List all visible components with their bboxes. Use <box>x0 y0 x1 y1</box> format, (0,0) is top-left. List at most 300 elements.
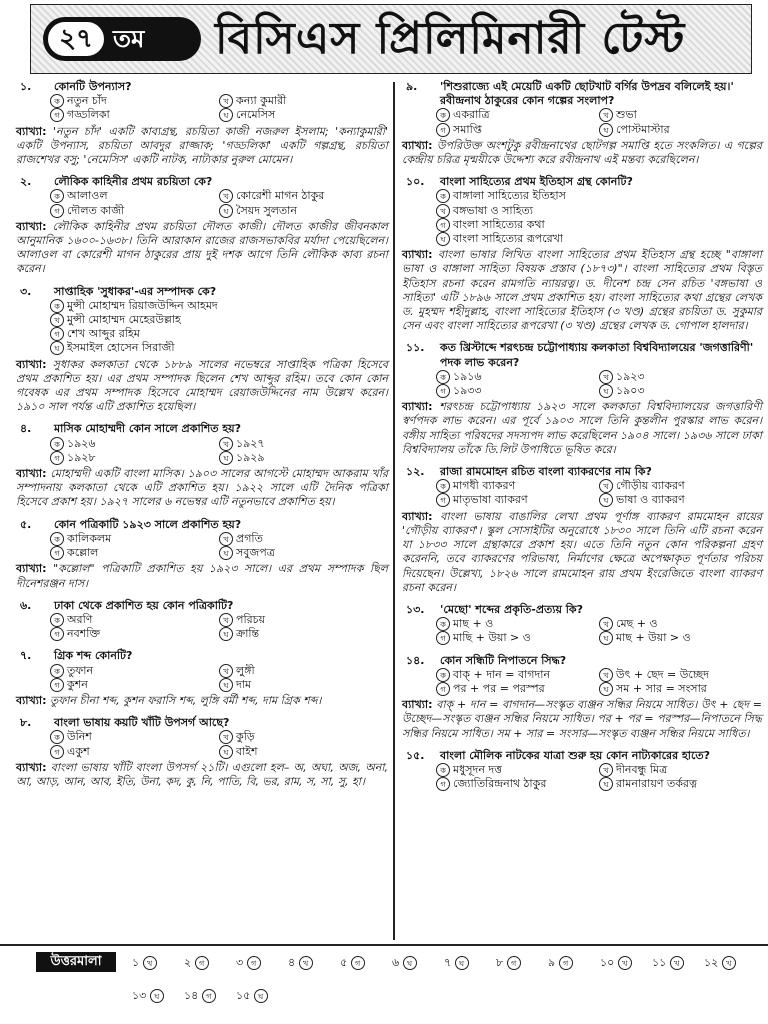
option-text: পর + পর = পরস্পর <box>453 681 545 695</box>
answer-choice: গ <box>351 956 365 970</box>
question-text: বাংলা ভাষায় কয়টি খাঁটি উপসর্গ আছে? <box>54 716 230 730</box>
answer-key-label: উত্তরমালা <box>36 952 116 972</box>
option-label-circle: গ <box>436 384 450 398</box>
answer-choice: গ <box>559 956 573 970</box>
option-text: শুভা <box>616 108 637 122</box>
option-item <box>599 668 762 682</box>
explanation-text: উপরিউক্ত অংশটুকু রবীন্দ্রনাথের ছোটগল্প সমাপ্তি হতে সংকলিত। এ গল্পের কেন্দ্রীয় চরিত্র মৃন্ময়ীকে উদ্দেশ্য করে রবীন্দ্রনাথ এই মন্তব্য করেছিলেন। <box>402 138 763 167</box>
question-stem <box>402 603 762 617</box>
option-text: মাতৃভাষা ব্যাকরণ <box>453 493 528 507</box>
explanation <box>402 139 762 167</box>
right-column <box>402 80 762 799</box>
option-label-circle: ক <box>436 370 450 384</box>
option-label-circle: ক <box>436 108 450 122</box>
explanation-label: ব্যাখ্যা: <box>16 357 47 371</box>
option-label-circle: ঘ <box>219 451 233 465</box>
question-block <box>16 649 388 708</box>
option-text: মাছ + ও <box>453 617 494 631</box>
option-text: রামনারায়ণ তর্করত্ন <box>616 777 698 791</box>
header-banner <box>30 4 752 74</box>
question-text: বাংলা সাহিত্যের প্রথম ইতিহাস গ্রন্থ কোনটি? <box>440 175 633 189</box>
answer-choice: গ <box>202 989 216 1003</box>
option-text: কুশন <box>67 677 88 691</box>
answer-choice: গ <box>507 956 521 970</box>
question-number: ১. <box>20 80 32 93</box>
option-text: প্রগতি <box>236 531 263 545</box>
answer-number: ৯ <box>548 956 556 969</box>
option-label-circle: ঘ <box>219 627 233 641</box>
option-item <box>50 189 219 203</box>
question-block <box>402 341 762 457</box>
option-text: সমাপ্তি <box>453 122 482 136</box>
option-text: ইসমাইল হোসেন সিরাজী <box>67 341 175 355</box>
option-item <box>50 532 219 546</box>
explanation <box>16 220 388 277</box>
question-block <box>402 749 762 792</box>
option-text: ক্রান্তি <box>236 627 260 641</box>
option-label-circle: গ <box>50 546 64 560</box>
option-text: উৎ + ছেদ = উচ্ছেদ <box>616 667 709 681</box>
question-number: ৬. <box>20 598 32 612</box>
exam-number: ২৭ <box>46 20 106 58</box>
option-item <box>436 218 762 232</box>
question-block <box>402 175 762 333</box>
option-item <box>599 682 762 696</box>
explanation <box>402 400 762 457</box>
option-text: সৈয়দ সুলতান <box>236 203 297 217</box>
answer-choice: গ <box>247 956 261 970</box>
answer-item <box>184 954 236 973</box>
option-label-circle: ঘ <box>219 546 233 560</box>
option-item <box>50 204 219 218</box>
question-text: মাসিক মোহাম্মদী কোন সালে প্রকাশিত হয়? <box>54 422 242 436</box>
option-label-circle: গ <box>50 678 64 692</box>
question-text: সাপ্তাহিক 'সুধাকর'-এর সম্পাদক কে? <box>54 284 217 298</box>
option-text: ভাষা ও ব্যাকরণ <box>616 493 685 507</box>
option-item <box>219 532 388 546</box>
option-text: বাক্ + দান = বাগদান <box>453 667 551 681</box>
option-label-circle: ঘ <box>219 678 233 692</box>
exam-number-badge <box>43 17 201 61</box>
option-item <box>219 613 388 627</box>
option-item <box>50 627 219 641</box>
option-text: একুশ <box>67 744 90 758</box>
option-item <box>50 327 388 341</box>
option-text: বাংলা সাহিত্যের কথা <box>453 217 545 231</box>
answer-choice: ঘ <box>403 956 417 970</box>
options-grid <box>16 437 388 465</box>
option-label-circle: ঘ <box>219 108 233 122</box>
option-item <box>50 664 219 678</box>
option-item <box>50 730 219 744</box>
footer-divider <box>0 944 768 946</box>
option-text: গৌড়ীয় ব্যাকরণ <box>616 479 685 493</box>
question-text: 'শিশুরাজ্যে এই মেয়েটি একটি ছোটখাট বর্গির উপদ্রব বলিলেই হয়।' রবীন্দ্রনাথ ঠাকুরের কোন গল্পের সংলাপ? <box>440 80 734 108</box>
question-stem <box>402 465 762 479</box>
explanation-text: শরৎচন্দ্র চট্টোপাধ্যায় ১৯২৩ সালে কলকাতা বিশ্ববিদ্যালয়ের জগত্তারিণী স্বর্ণপদক লাভ করেন। এর পূর্বে ১৯০৩ সালে তিনি কুন্তলীন পুরস্কার লাভ করেন। বঙ্গীয় সাহিত্য পরিষদের সদস্যপদ লাভ করেছিলেন ১৯০৪ সালে। ১৯৩৬ সালে ঢাকা বিশ্ববিদ্যালয় তাঁকে ডি.লিট উপাধিতে ভূষিত করে। <box>402 400 762 456</box>
question-text: লৌকিক কাহিনীর প্রথম রচয়িতা কে? <box>54 175 213 189</box>
option-label-circle: ক <box>436 479 450 493</box>
option-label-circle: গ <box>50 204 64 218</box>
answer-number: ৮ <box>496 956 504 969</box>
answer-number: ৫ <box>340 956 348 969</box>
explanation-text: মোহাম্মদী একটি বাংলা মাসিক। ১৯০৩ সালের আগস্টে মোহাম্মদ আকরাম খাঁর সম্পাদনায় কলকাতা থেকে এটি প্রকাশিত হয়। ১৯২২ সালে এটি দৈনিক পত্রিকা হিসেবে প্রকাশ হয়। ১৯২৭ সালের ৬ নভেম্বর এটি নতুনভাবে প্রকাশিত হয়। <box>16 467 389 509</box>
question-stem <box>402 80 762 108</box>
answer-number: ১৪ <box>184 989 199 1002</box>
option-text: বাংলা সাহিত্যের রূপরেখা <box>453 232 564 246</box>
question-block <box>16 422 388 509</box>
options-grid <box>402 189 762 246</box>
option-text: বাঙ্গালা সাহিত্যের ইতিহাস <box>453 189 566 203</box>
option-item <box>436 123 599 137</box>
explanation <box>16 562 388 590</box>
option-label-circle: ক <box>50 613 64 627</box>
explanation-label: ব্যাখ্যা: <box>402 698 433 712</box>
option-item <box>599 617 762 631</box>
options-grid <box>16 299 388 356</box>
question-block <box>402 80 762 167</box>
option-text: পরিচয় <box>236 612 266 626</box>
exam-number-suffix: তম <box>113 25 145 53</box>
answer-number: ৪ <box>288 956 296 969</box>
explanation-text: তুফান চীনা শব্দ, কুশন ফরাসি শব্দ, লুঙ্গি বর্মী শব্দ, দাম গ্রিক শব্দ। <box>50 693 322 707</box>
option-label-circle: ক <box>436 189 450 203</box>
options-grid <box>402 479 762 507</box>
explanation-text: "কল্লোল" পত্রিকাটি প্রকাশিত হয় ১৯২৩ সালে। এর প্রথম সম্পাদক ছিল দীনেশরঞ্জন দাস। <box>16 562 388 590</box>
question-number: ১২. <box>406 465 425 479</box>
explanation <box>16 694 388 708</box>
question-number: ১৫. <box>406 748 425 762</box>
option-item <box>599 370 762 384</box>
option-text: সম + সার = সংসার <box>616 681 707 695</box>
option-label-circle: গ <box>50 108 64 122</box>
question-block <box>402 603 762 646</box>
option-item <box>219 437 388 451</box>
option-text: কোরেশী মাগন ঠাকুর <box>236 189 325 203</box>
option-label-circle: খ <box>599 108 613 122</box>
question-stem <box>402 341 762 369</box>
explanation <box>16 125 388 168</box>
option-item <box>599 479 762 493</box>
question-stem <box>402 175 762 189</box>
option-label-circle: ঘ <box>599 682 613 696</box>
question-text: রাজা রামমোহন রচিত বাংলা ব্যাকরণের নাম কি? <box>440 465 652 479</box>
option-label-circle: ঘ <box>599 384 613 398</box>
option-text: আলাওল <box>67 189 108 203</box>
explanation <box>402 510 762 595</box>
option-item <box>436 777 599 791</box>
option-text: জ্যোতিরিন্দ্রনাথ ঠাকুর <box>453 777 547 791</box>
option-item <box>50 94 219 108</box>
explanation-label: ব্যাখ্যা: <box>402 400 433 414</box>
answer-item <box>132 954 184 973</box>
option-item <box>50 108 219 122</box>
option-text: ১৯২৬ <box>67 436 96 450</box>
question-text: কোন সন্ধিটি নিপাতনে সিদ্ধ? <box>440 653 567 667</box>
answer-item <box>652 954 704 973</box>
option-item <box>436 370 599 384</box>
option-label-circle: ঘ <box>599 123 613 137</box>
option-label-circle: ঘ <box>436 232 450 246</box>
question-number: ৮. <box>20 716 32 730</box>
question-stem <box>402 749 762 763</box>
question-block <box>16 518 388 591</box>
question-stem <box>402 654 762 668</box>
explanation-label: ব্যাখ্যা: <box>402 138 433 152</box>
option-label-circle: খ <box>599 370 613 384</box>
explanation-text: সুধাকর কলকাতা থেকে ১৮৮৯ সালের নভেম্বরে সাপ্তাহিক পত্রিকা হিসেবে প্রথম প্রকাশিত হয়। এর প্রথম সম্পাদক ছিলেন শেখ আব্দুর রহিম। তবে কোন কোন গবেষক এর প্রথম সম্পাদক হিসেবে মোহাম্মদ রেয়াজউদ্দিনের নাম উল্লেখ করেন। ১৯১০ সাল পর্যন্ত এটি প্রকাশিত হয়েছিল। <box>16 357 388 414</box>
option-item <box>50 313 388 327</box>
explanation <box>402 698 762 741</box>
options-grid <box>16 189 388 217</box>
question-block <box>16 175 388 276</box>
option-text: মাছি + উয়া > ও <box>453 631 531 645</box>
option-label-circle: খ <box>599 617 613 631</box>
question-text: গ্রিক শব্দ কোনটি? <box>54 649 133 663</box>
option-item <box>436 384 599 398</box>
answer-item <box>184 987 236 1006</box>
option-item <box>219 94 388 108</box>
question-stem <box>16 518 388 532</box>
option-item <box>50 341 388 355</box>
question-number: ৪. <box>20 422 32 436</box>
explanation-text: বাংলা ভাষায় বাঙালির লেখা প্রথম পূর্ণাঙ্গ ব্যাকরণ রামমোহন রায়ের 'গৌড়ীয় ব্যাকরণ'। স্কুল সোসাইটির অনুরোধে ১৮৩০ সালে তিনি এটি রচনা করেন যা ১৮৩৩ সালে গ্রন্থাকারে প্রকাশ হয়। এতে তিনি নতুন কোন পরিকল্পনা গ্রহণ করেননি, তবে ব্যাকরণের পরিভাষা, নির্মাণের ক্ষেত্রে অপেক্ষাকৃত পূর্ণতার পরিচয় দিয়েছেন। উল্লেখ্য, ১৮২৬ সালে রামমোহন রায় প্রথম ইংরেজিতে বাংলা ব্যাকরণ রচনা করেন। <box>402 509 762 594</box>
options-grid <box>402 370 762 398</box>
option-label-circle: খ <box>436 204 450 218</box>
option-item <box>50 546 219 560</box>
question-number: ৯. <box>406 80 418 93</box>
option-item <box>599 384 762 398</box>
option-text: ১৯২৭ <box>236 436 265 450</box>
question-text: ঢাকা থেকে প্রকাশিত হয় কোন পত্রিকাটি? <box>54 598 234 612</box>
answer-item <box>600 954 652 973</box>
option-text: কুড়ি <box>236 730 255 744</box>
answer-item <box>704 954 756 973</box>
question-number: ১৩. <box>406 602 425 616</box>
option-text: মুন্সী মোহাম্মদ মেহেরউল্লাহ <box>67 313 181 327</box>
option-item <box>436 204 762 218</box>
option-label-circle: ঘ <box>219 745 233 759</box>
option-label-circle: খ <box>219 437 233 451</box>
option-item <box>219 546 388 560</box>
answer-number: ১৫ <box>236 989 251 1002</box>
option-item <box>219 664 388 678</box>
option-label-circle: ক <box>50 664 64 678</box>
option-item <box>599 777 762 791</box>
option-text: বাইশ <box>236 744 258 758</box>
option-label-circle: ঘ <box>599 493 613 507</box>
question-block <box>16 285 388 415</box>
option-label-circle: গ <box>436 682 450 696</box>
option-label-circle: খ <box>219 94 233 108</box>
option-label-circle: ক <box>50 189 64 203</box>
explanation <box>402 248 762 333</box>
answer-choice: গ <box>195 956 209 970</box>
option-item <box>50 678 219 692</box>
option-label-circle: গ <box>50 745 64 759</box>
question-stem <box>16 422 388 436</box>
question-stem <box>16 80 388 94</box>
option-item <box>436 108 599 122</box>
answer-number: ১ <box>132 956 140 969</box>
option-item <box>436 631 599 645</box>
option-item <box>436 617 599 631</box>
option-text: তুফান <box>67 663 94 677</box>
explanation <box>16 467 388 510</box>
question-block <box>16 716 388 789</box>
answer-item <box>288 954 340 973</box>
answer-choice: ঘ <box>455 956 469 970</box>
explanation-label: ব্যাখ্যা: <box>16 562 47 576</box>
option-item <box>599 123 762 137</box>
option-label-circle: ক <box>50 94 64 108</box>
question-block <box>402 654 762 741</box>
option-label-circle: খ <box>219 613 233 627</box>
option-item <box>599 108 762 122</box>
option-text: নেমেসিস <box>236 108 276 122</box>
question-number: ৩. <box>20 284 32 298</box>
option-label-circle: খ <box>599 479 613 493</box>
question-number: ১৪. <box>406 653 425 667</box>
answer-item <box>132 987 184 1006</box>
answer-number: ৭ <box>444 956 452 969</box>
option-item <box>219 204 388 218</box>
answer-choice: খ <box>618 956 632 970</box>
option-text: মেছ + ও <box>616 617 658 631</box>
option-item <box>50 745 219 759</box>
question-text: বাংলা মৌলিক নাটকের যাত্রা শুরু হয় কোন নাট্যকারের হাতে? <box>440 748 710 762</box>
option-text: একরাত্রি <box>453 108 490 122</box>
option-text: মধুসূদন দত্ত <box>453 762 503 776</box>
option-item <box>50 299 388 313</box>
option-text: দাম <box>236 677 252 691</box>
option-label-circle: খ <box>219 664 233 678</box>
option-item <box>219 627 388 641</box>
question-block <box>402 465 762 595</box>
question-text: কোনটি উপন্যাস? <box>54 80 132 93</box>
explanation-text: 'নতুন চাঁদ' একটি কাব্যগ্রন্থ, রচয়িতা কাজী নজরুল ইসলাম; 'কন্যাকুমারী' একটি উপন্যাস, রচয়িতা আবদুর রাজ্জাক; 'গড্ডলিকা' একটি গল্পগ্রন্থ, রচয়িতা রাজশেখর বসু; 'নেমেসিস' একটি নাটক, নাট্যকার নুরুল মোমেন। <box>16 124 388 167</box>
answer-item <box>496 954 548 973</box>
explanation-text: বাংলা ভাষায় খাঁটি বাংলা উপসর্গ ২১টি। এগুলো হল– অ, অঘা, অজ, অনা, আ, আড়, আন, আব, ইতি, উনা, কদ, কু, নি, পাতি, বি, ভর, রাম, স, সা, সু, হা। <box>16 760 388 788</box>
option-item <box>219 189 388 203</box>
option-text: নবশক্তি <box>67 627 101 641</box>
option-label-circle: ক <box>436 668 450 682</box>
answer-choice: খ <box>670 956 684 970</box>
option-label-circle: ক <box>50 437 64 451</box>
option-item <box>219 108 388 122</box>
option-text: নতুন চাঁদ <box>67 94 107 108</box>
option-text: দীনবন্ধু মিত্র <box>616 762 668 776</box>
option-item <box>50 613 219 627</box>
option-label-circle: গ <box>436 631 450 645</box>
option-label-circle: গ <box>50 327 64 341</box>
option-label-circle: গ <box>50 451 64 465</box>
explanation-text: বাংলা ভাষার লিখিত বাংলা সাহিত্যের প্রথম ইতিহাস গ্রন্থ হচ্ছে "বাঙ্গালা ভাষা ও বাঙ্গালা সাহিত্য বিষয়ক প্রস্তাব (১৮৭৩)"। বাংলা সাহিত্যের প্রথম বিস্তৃত ইতিহাস রচনা করেন রামগতি ন্যায়রত্ন। ড. দীনেশ চন্দ্র সেন রচিত 'বঙ্গভাষা ও সাহিত্য' এটি ১৮৯৬ সালে প্রথম প্রকাশিত হয়। বাংলা সাহিত্যের কথা গ্রন্থের লেখক ড. মুহম্মদ শহীদুল্লাহ, বাংলা সাহিত্যের ইতিহাস (৩ খণ্ড) গ্রন্থের রচয়িতা ড. সুকুমার সেন এবং বাংলা সাহিত্যের রূপরেখা (৩ খণ্ড) গ্রন্থের লেখক ড. গোপাল হালদার। <box>402 248 763 333</box>
option-label-circle: খ <box>219 730 233 744</box>
option-text: ১৯১৬ <box>453 369 482 383</box>
options-grid <box>16 613 388 641</box>
explanation-text: বাক্ + দান = বাগদান—সংস্কৃত ব্যঞ্জন সন্ধির নিয়মে সাধিত। উৎ + ছেদ = উচ্ছেদ—সংস্কৃত ব্যঞ্জন সন্ধির নিয়মে সাধিত। পর + পর = পরস্পর—নিপাতনে সিদ্ধ সন্ধির নিয়মে সাধিত। সম + সার = সংসার—সংস্কৃত ব্যঞ্জন সন্ধির নিয়মে সাধিত। <box>402 698 763 740</box>
question-block <box>16 599 388 642</box>
explanation-text: লৌকিক কাহিনীর প্রথম রচয়িতা দৌলত কাজী। দৌলত কাজীর জীবনকাল আনুমানিক ১৬০০-১৬৩৮। তিনি আরাকান রাজের রাজসভাকবির মর্যাদা পেয়েছিলেন। আলাওল বা কোরেশী মাগন ঠাকুরের প্রায় দুই দশক আগে তিনি লৌকিক কাব্য রচনা করেন। <box>16 219 389 276</box>
options-grid <box>16 664 388 692</box>
option-label-circle: খ <box>219 189 233 203</box>
options-grid <box>16 532 388 560</box>
answer-number: ৬ <box>392 956 400 969</box>
option-label-circle: গ <box>50 627 64 641</box>
question-text: কত খ্রিস্টাব্দে শরৎচন্দ্র চট্টোপাধ্যায় কলকাতা বিশ্ববিদ্যালয়ের 'জগত্তারিণী' পদক লাভ করেন? <box>440 341 754 369</box>
explanation <box>16 358 388 415</box>
option-item <box>219 451 388 465</box>
option-text: ১৯২৮ <box>67 450 96 464</box>
option-text: কালিকলম <box>67 531 112 545</box>
answer-choice: ঘ <box>150 989 164 1003</box>
option-label-circle: গ <box>436 777 450 791</box>
page-title: বিসিএস প্রিলিমিনারী টেস্ট <box>215 13 686 64</box>
option-text: বঙ্গভাষা ও সাহিত্য <box>453 203 533 217</box>
option-text: ১৯২৯ <box>236 450 265 464</box>
explanation-label: ব্যাখ্যা: <box>16 467 47 481</box>
option-item <box>50 437 219 451</box>
option-text: সবুজপত্র <box>236 546 275 560</box>
option-label-circle: খ <box>219 532 233 546</box>
option-item <box>436 668 599 682</box>
option-text: গড্ডলিকা <box>67 108 110 122</box>
option-text: পোস্টমাস্টার <box>616 122 670 136</box>
option-item <box>436 232 762 246</box>
option-label-circle: ক <box>50 532 64 546</box>
option-item <box>219 678 388 692</box>
option-label-circle: খ <box>50 313 64 327</box>
answer-choice: খ <box>299 956 313 970</box>
question-stem <box>16 285 388 299</box>
option-text: লুঙ্গী <box>236 663 255 677</box>
option-item <box>436 493 599 507</box>
question-stem <box>16 716 388 730</box>
option-label-circle: খ <box>599 668 613 682</box>
answer-number: ১২ <box>704 956 719 969</box>
explanation-label: ব্যাখ্যা: <box>402 248 433 262</box>
option-label-circle: গ <box>436 493 450 507</box>
answer-choice: খ <box>143 956 157 970</box>
option-text: মাগধী ব্যাকরণ <box>453 479 516 493</box>
option-text: ১৯২৩ <box>616 369 645 383</box>
option-text: ১৯৩৩ <box>453 384 482 398</box>
question-stem <box>16 649 388 663</box>
explanation-label: ব্যাখ্যা: <box>16 693 47 707</box>
option-item <box>219 745 388 759</box>
answer-number: ২ <box>184 956 192 969</box>
question-stem <box>16 175 388 189</box>
options-grid <box>16 730 388 758</box>
question-stem <box>16 599 388 613</box>
answer-choice: খ <box>722 956 736 970</box>
explanation <box>16 761 388 789</box>
option-label-circle: ক <box>50 299 64 313</box>
explanation-label: ব্যাখ্যা: <box>16 124 47 138</box>
option-item <box>436 479 599 493</box>
question-number: ২. <box>20 175 32 189</box>
option-text: মাছ + উয়া > ও <box>616 631 691 645</box>
option-item <box>436 763 599 777</box>
question-number: ৫. <box>20 517 32 531</box>
answer-key-list <box>132 954 762 1006</box>
answer-item <box>236 954 288 973</box>
option-text: উনিশ <box>67 730 92 744</box>
option-label-circle: খ <box>599 763 613 777</box>
answer-number: ১০ <box>600 956 615 969</box>
options-grid <box>402 763 762 791</box>
